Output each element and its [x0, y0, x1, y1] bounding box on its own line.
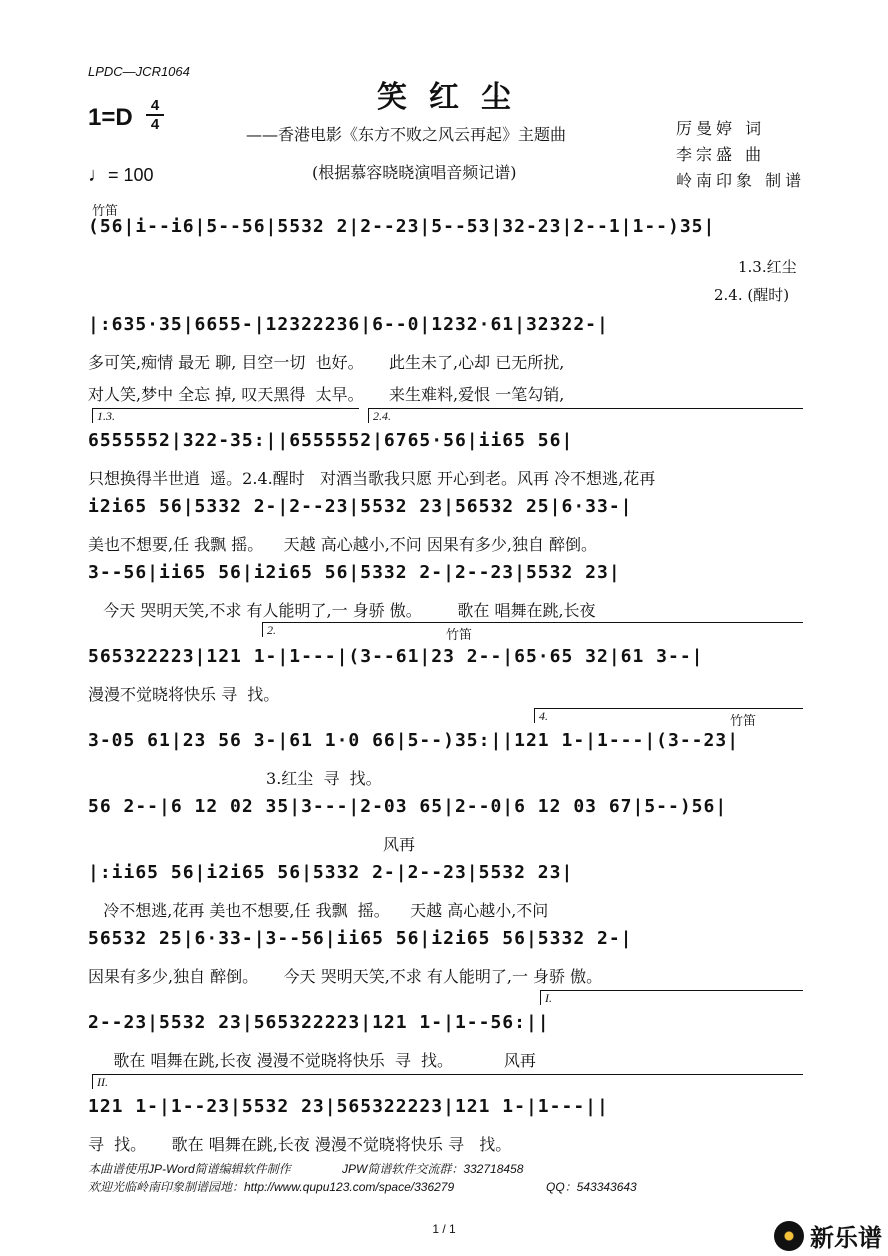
- key-signature: 1=D: [88, 104, 133, 131]
- brand-logo: [774, 1218, 882, 1253]
- time-signature-bottom: 4: [150, 116, 160, 133]
- notation-line: 56532 25|6·33-|3--56|ii65 56|i2i65 56|5332 2-|: [88, 928, 633, 949]
- tempo-value: = 100: [108, 165, 154, 185]
- notation-line: |:ii65 56|i2i65 56|5332 2-|2--23|5532 23|: [88, 862, 574, 883]
- lyricist-credit: 厉曼婷 词: [676, 119, 766, 138]
- verse-24-pickup: 2.4. (醒时): [714, 286, 790, 304]
- volta-I: I.: [540, 990, 803, 1005]
- lyric-line: 今天 哭明天笑,不求 有人能明了,一 身骄 傲。 歌在 唱舞在跳,长夜: [88, 601, 596, 620]
- notation-line: 3-05 61|23 56 3-|61 1·0 66|5--)35:||121 1-|1---|(3--23|: [88, 730, 740, 751]
- notation-line: |:635·35|6655-|12322236|6--0|1232·61|32322-|: [88, 314, 609, 335]
- flute-mark: 竹笛: [92, 204, 119, 219]
- lyric-line: 风再: [88, 835, 415, 854]
- volta-2: 2.: [262, 622, 803, 637]
- footer-qq: QQ：543343643: [546, 1180, 637, 1194]
- lyric-line: 多可笑,痴情 最无 聊, 目空一切 也好。 此生未了,心却 已无所扰,: [88, 353, 565, 372]
- lyric-line: 美也不想要,任 我飘 摇。 天越 高心越小,不问 因果有多少,独自 醉倒。: [88, 535, 598, 554]
- brand-name: 新乐谱: [810, 1224, 882, 1252]
- lyric-line: 只想换得半世逍 遥。2.4.醒时 对酒当歌我只愿 开心到老。风再 冷不想逃,花再: [88, 469, 656, 488]
- notation-line: 121 1-|1--23|5532 23|565322223|121 1-|1---||: [88, 1096, 609, 1117]
- footer-website: 欢迎光临岭南印象制谱园地：http://www.qupu123.com/space/336279: [88, 1180, 455, 1194]
- volta-4: 4.: [534, 708, 803, 723]
- subtitle: ——香港电影《东方不败之风云再起》主题曲: [246, 125, 567, 144]
- notation-line: i2i65 56|5332 2-|2--23|5532 23|56532 25|6·33-|: [88, 496, 633, 517]
- lyric-line: 漫漫不觉晓将快乐 寻 找。: [88, 685, 280, 704]
- source-note: (根据慕容晓晓演唱音频记谱): [312, 163, 517, 182]
- notation-line: 565322223|121 1-|1---|(3--61|23 2--|65·65 32|61 3--|: [88, 646, 704, 667]
- lyric-line: 因果有多少,独自 醉倒。 今天 哭明天笑,不求 有人能明了,一 身骄 傲。: [88, 967, 603, 986]
- flute-mark-3: 竹笛: [730, 714, 757, 729]
- notation-line: 6555552|322-35:||6555552|6765·56|ii65 56|: [88, 430, 574, 451]
- notation-line: (56|i--i6|5--56|5532 2|2--23|5--53|32-23|2--1|1--)35|: [88, 216, 716, 237]
- lyric-line: 冷不想逃,花再 美也不想要,任 我飘 摇。 天越 高心越小,不问: [88, 901, 549, 920]
- time-signature: [146, 98, 164, 132]
- verse-13-pickup: 1.3.红尘: [738, 258, 797, 276]
- volta-2-4: 2.4.: [368, 408, 803, 423]
- lyric-line: 歌在 唱舞在跳,长夜 漫漫不觉晓将快乐 寻 找。 风再: [88, 1051, 536, 1070]
- song-title: 笑红尘: [377, 80, 533, 115]
- lyric-line: 3.红尘 寻 找。: [88, 769, 382, 788]
- time-signature-top: 4: [150, 97, 160, 114]
- page-number: 1 / 1: [432, 1222, 456, 1236]
- arranger-credit: 岭南印象 制谱: [676, 171, 806, 190]
- tempo-marking: [88, 164, 154, 187]
- footer-group: JPW简谱软件交流群：332718458: [342, 1162, 524, 1176]
- quarter-note-icon: ♩: [88, 164, 108, 186]
- lyric-line: 对人笑,梦中 全忘 掉, 叹天黑得 太早。 来生难料,爱恨 一笔勾销,: [88, 385, 565, 404]
- footer-software: 本曲谱使用JP-Word简谱编辑软件制作: [88, 1162, 291, 1176]
- vinyl-disc-icon: [774, 1221, 804, 1251]
- notation-line: 3--56|ii65 56|i2i65 56|5332 2-|2--23|5532 23|: [88, 562, 621, 583]
- flute-mark-2: 竹笛: [446, 628, 473, 643]
- notation-line: 2--23|5532 23|565322223|121 1-|1--56:||: [88, 1012, 550, 1033]
- volta-1-3: 1.3.: [92, 408, 359, 423]
- lyric-line: 寻 找。 歌在 唱舞在跳,长夜 漫漫不觉晓将快乐 寻 找。: [88, 1135, 512, 1154]
- volta-II: II.: [92, 1074, 803, 1089]
- score-code: LPDC—JCR1064: [88, 64, 190, 79]
- notation-line: 56 2--|6 12 02 35|3---|2-03 65|2--0|6 12 03 67|5--)56|: [88, 796, 728, 817]
- composer-credit: 李宗盛 曲: [676, 145, 766, 164]
